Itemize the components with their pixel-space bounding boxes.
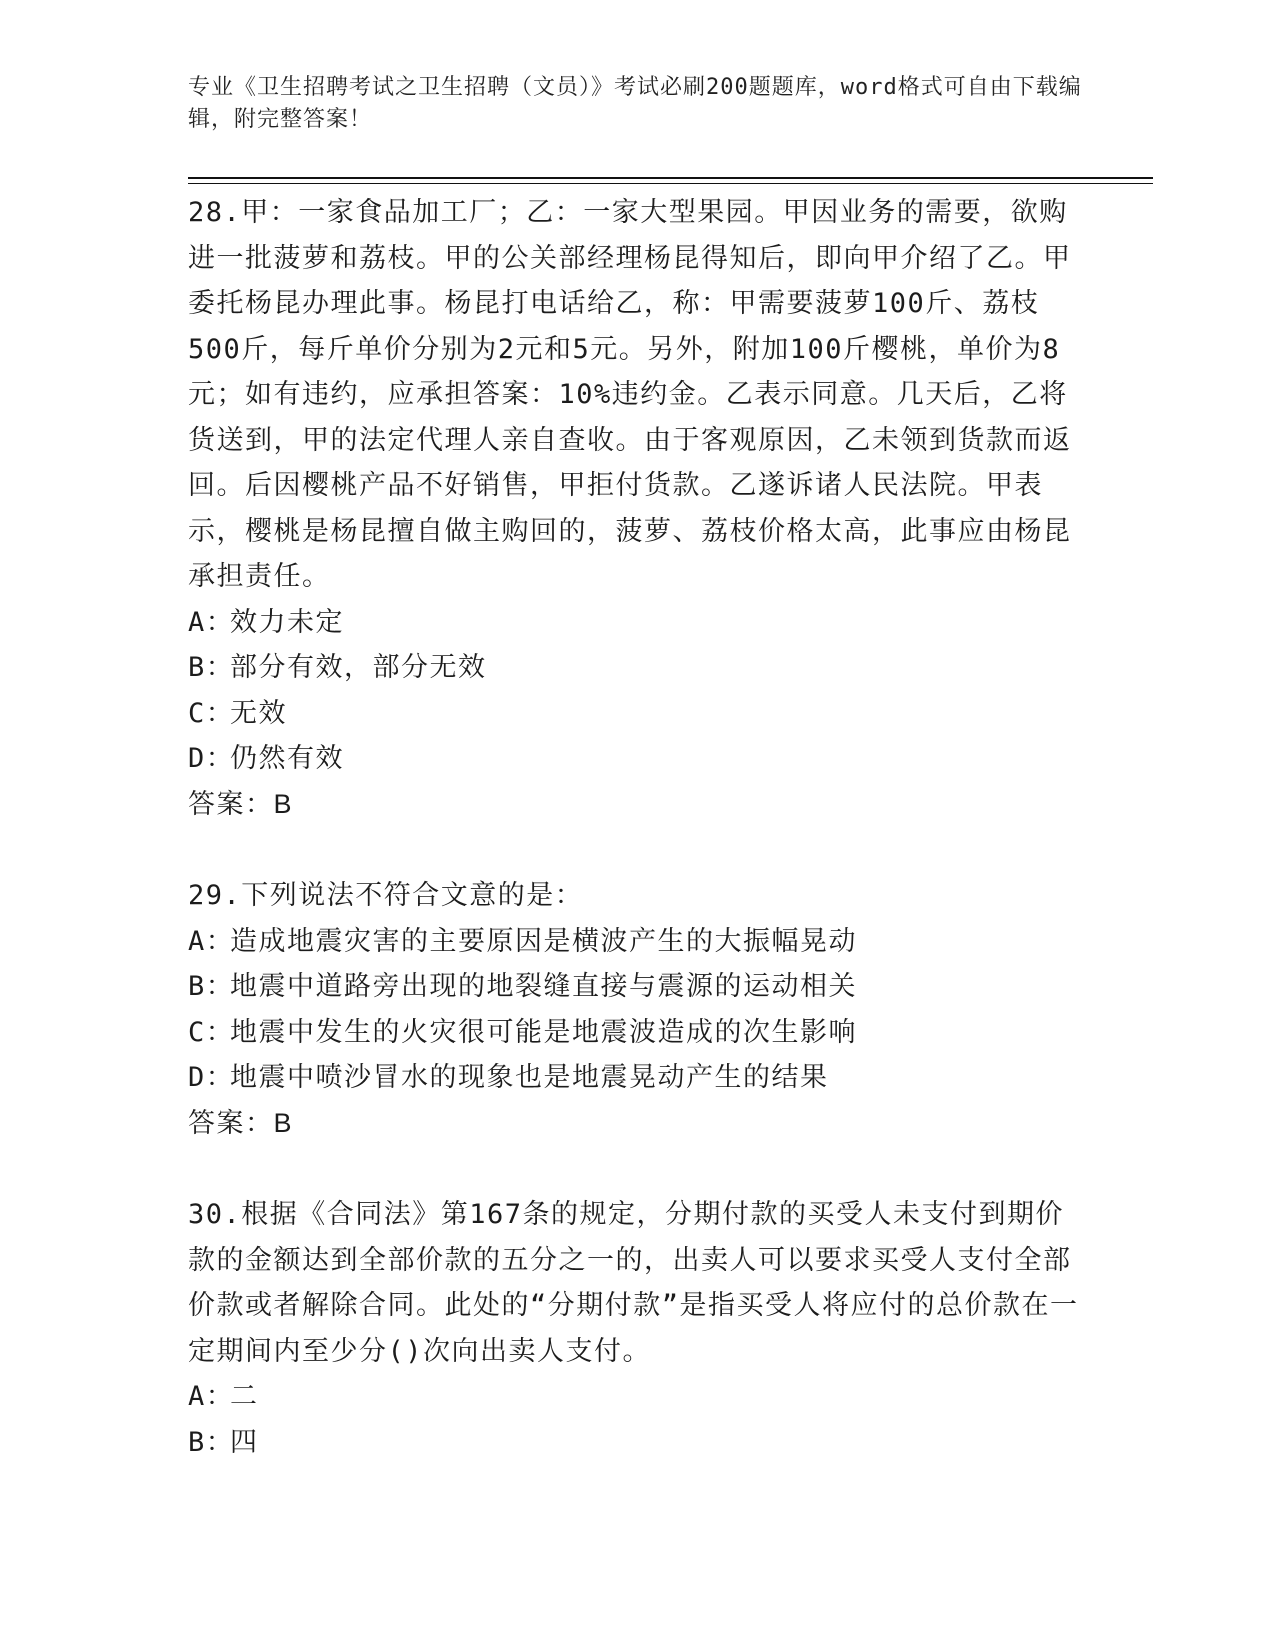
option-key: A： (188, 925, 235, 957)
option-key: D： (188, 1062, 235, 1093)
question-28 (188, 190, 1088, 827)
question-30 (188, 1192, 1088, 1465)
question-stem: 30.根据《合同法》第167条的规定，分期付款的买受人未支付到期价款的金额达到全部价款的五分之一的，出卖人可以要求买受人支付全部价款或者解除合同。此处的“分期付款”是指买受人将应付的总价款在一定期间内至少分()次向出卖人支付。 (188, 1199, 1079, 1367)
question-spacer (188, 827, 1088, 873)
option-a (188, 600, 1088, 646)
question-spacer (188, 1146, 1088, 1192)
option-key: B： (188, 971, 235, 1002)
option-text: 二 (230, 1381, 259, 1412)
option-c (188, 691, 1088, 737)
option-text: 四 (230, 1426, 259, 1458)
header-rule-thin (188, 183, 1153, 184)
option-text: 地震中道路旁出现的地裂缝直接与震源的运动相关 (230, 971, 857, 1002)
option-text: 效力未定 (230, 606, 344, 638)
answer-line: 答案：B (188, 788, 294, 819)
option-text: 仍然有效 (230, 743, 344, 774)
option-b (188, 645, 1088, 691)
option-text: 无效 (230, 697, 287, 729)
option-key: C： (188, 697, 235, 729)
answer-line: 答案：B (188, 1107, 294, 1138)
option-d (188, 1055, 1088, 1101)
question-list (188, 190, 1088, 1465)
option-d (188, 736, 1088, 782)
question-stem: 29.下列说法不符合文意的是： (188, 880, 584, 911)
option-b (188, 1420, 1088, 1466)
document-header: 专业《卫生招聘考试之卫生招聘（文员）》考试必刷200题题库，word格式可自由下载编辑，附完整答案！ (188, 75, 1082, 132)
option-text: 部分有效，部分无效 (230, 652, 487, 683)
option-key: B： (188, 1426, 235, 1458)
option-key: A： (188, 1381, 235, 1412)
option-a (188, 919, 1088, 965)
option-key: C： (188, 1016, 235, 1048)
option-text: 地震中发生的火灾很可能是地震波造成的次生影响 (230, 1016, 857, 1048)
option-key: A： (188, 606, 235, 638)
option-text: 地震中喷沙冒水的现象也是地震晃动产生的结果 (230, 1062, 829, 1093)
option-a (188, 1374, 1088, 1420)
option-key: B： (188, 652, 235, 683)
option-b (188, 964, 1088, 1010)
question-29 (188, 873, 1088, 1146)
header-rule-thick (188, 177, 1153, 179)
option-text: 造成地震灾害的主要原因是横波产生的大振幅晃动 (230, 925, 857, 957)
option-key: D： (188, 743, 235, 774)
option-c (188, 1010, 1088, 1056)
question-stem: 28.甲：一家食品加工厂；乙：一家大型果园。甲因业务的需要，欲购进一批菠萝和荔枝。甲的公关部经理杨昆得知后，即向甲介绍了乙。甲委托杨昆办理此事。杨昆打电话给乙，称：甲需要菠萝100斤、荔枝500斤，每斤单价分别为2元和5元。另外，附加100斤樱桃，单价为8元；如有违约，应承担答案：10%违约金。乙表示同意。几天后，乙将货送到，甲的法定代理人亲自查收。由于客观原因，乙未领到货款而返回。后因樱桃产品不好销售，甲拒付货款。乙遂诉诸人民法院。甲表示，樱桃是杨昆擅自做主购回的，菠萝、荔枝价格太高，此事应由杨昆承担责任。 (188, 197, 1072, 592)
